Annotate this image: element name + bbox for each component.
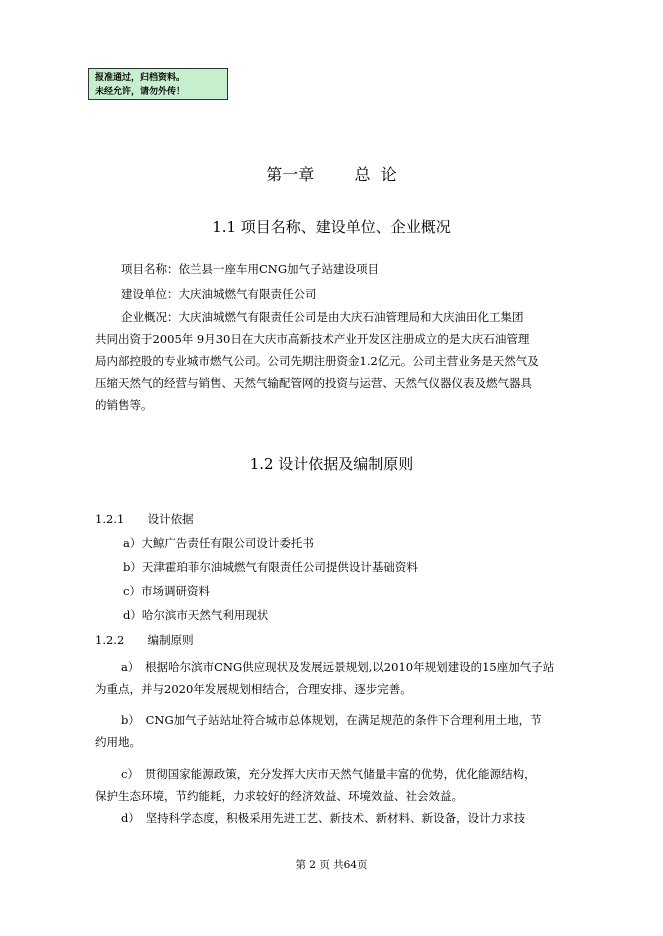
basis-item: a）大鲸广告责任有限公司设计委托书: [123, 536, 314, 550]
overview-line: 压缩天然气的经营与销售、天然气输配管网的投资与运营、天然气仪器仪表及燃气器具: [95, 376, 532, 390]
overview-line: 共同出资于2005年 9月30日在大庆市高新技术产业开发区注册成立的是大庆石油管理: [95, 332, 530, 346]
principle-line: 保护生态环境，节约能耗，力求较好的经济效益、环境效益、社会效益。: [95, 789, 463, 803]
principle-line: 为重点，并与2020年发展规划相结合，合理安排、逐步完善。: [95, 682, 412, 696]
company-overview-paragraph: [95, 306, 600, 416]
notice-line-1: 报准通过，归档资料。: [95, 73, 186, 83]
subsection-1-2-2-heading: [95, 629, 194, 651]
subsection-1-2-1-heading: [95, 508, 194, 530]
basis-item: d）哈尔滨市天然气利用现状: [123, 608, 269, 622]
distribution-notice-box: [88, 68, 228, 100]
page-footer: 第 2 页 共64页: [295, 859, 368, 871]
section-1-1-title: 1.1 项目名称、建设单位、企业概况: [212, 218, 451, 236]
principle-b-paragraph: [95, 709, 600, 753]
principle-line: 约用地。: [95, 735, 141, 749]
subsection-number: 1.2.2: [95, 633, 125, 647]
project-name-line: 项目名称：依兰县一座车用CNG加气子站建设项目: [121, 262, 380, 276]
overview-line: 局内部控股的专业城市燃气公司。公司先期注册资金1.2亿元。公司主营业务是天然气及: [95, 354, 539, 368]
basis-item: b）天津霍珀菲尔油城燃气有限责任公司提供设计基础资料: [123, 560, 418, 574]
chapter-title: 总 论: [354, 165, 397, 184]
principle-d-paragraph: [95, 807, 600, 829]
subsection-title: 编制原则: [147, 633, 194, 647]
principle-a-paragraph: [95, 656, 600, 700]
subsection-title: 设计依据: [147, 512, 194, 526]
notice-line-2: 未经允许，请勿外传！: [95, 87, 186, 97]
section-1-2-title: 1.2 设计依据及编制原则: [249, 455, 414, 473]
overview-line: 的销售等。: [95, 398, 153, 412]
principle-line: d） 坚持科学态度，积极采用先进工艺、新技术、新材料、新设备，设计力求技: [121, 811, 526, 825]
overview-line: 企业概况：大庆油城燃气有限责任公司是由大庆石油管理局和大庆油田化工集团: [121, 310, 524, 324]
basis-item: c）市场调研资料: [123, 584, 210, 598]
principle-line: b） CNG加气子站站址符合城市总体规划，在满足规范的条件下合理利用土地，节: [121, 713, 542, 727]
subsection-number: 1.2.1: [95, 512, 125, 526]
principle-line: c） 贯彻国家能源政策，充分发挥大庆市天然气储量丰富的优势，优化能源结构，: [121, 767, 536, 781]
chapter-heading: [0, 162, 663, 185]
builder-line: 建设单位：大庆油城燃气有限责任公司: [121, 287, 317, 301]
chapter-number: 第一章: [266, 165, 315, 184]
principle-c-paragraph: [95, 763, 600, 807]
principle-line: a） 根据哈尔滨市CNG供应现状及发展远景规划,以2010年规划建设的15座加气子站: [121, 660, 555, 674]
